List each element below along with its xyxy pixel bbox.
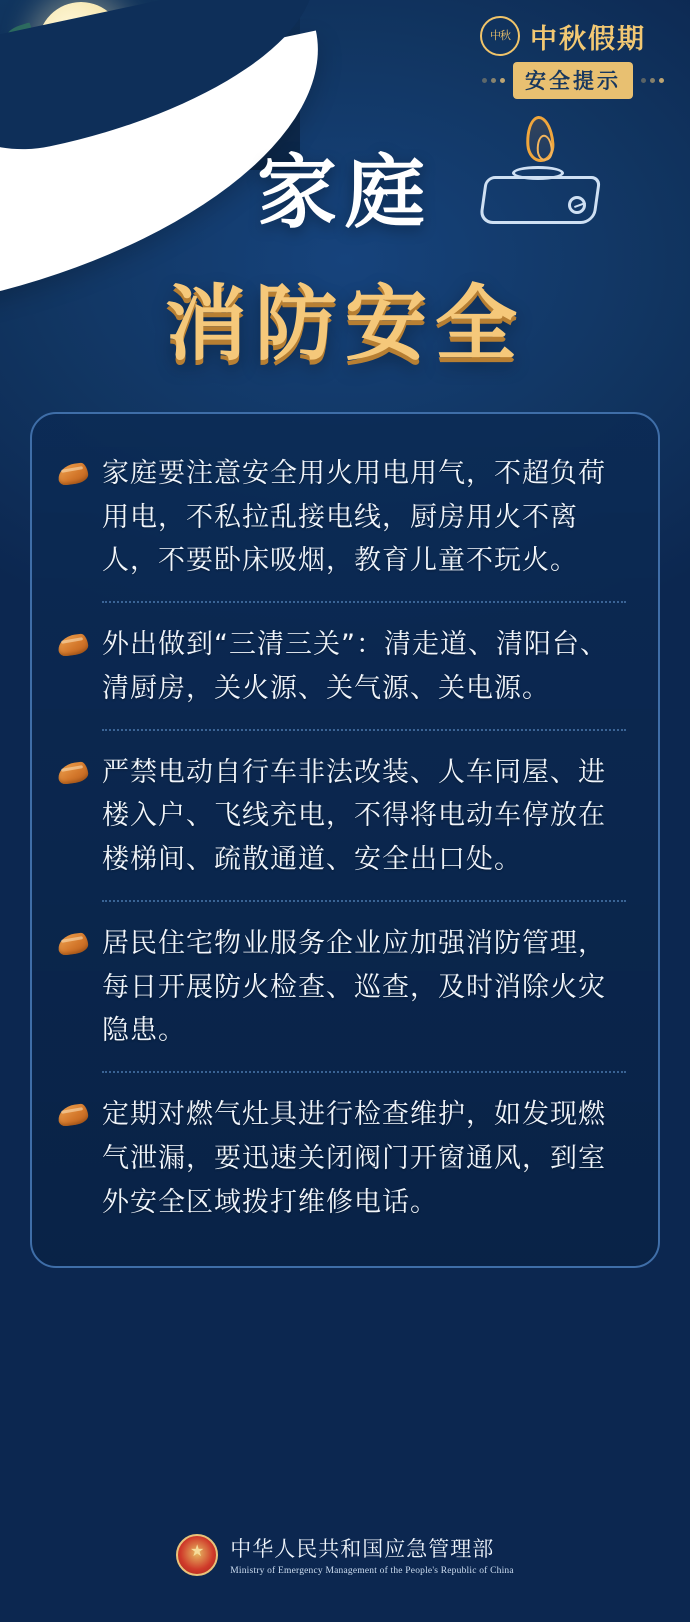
list-item-text: 定期对燃气灶具进行检查维护，如发现燃气泄漏，要迅速关闭阀门开窗通风，到室外安全区域拨打维修电话。 <box>102 1099 606 1218</box>
badge-title-row <box>480 16 646 56</box>
list-item <box>58 1089 632 1226</box>
dots-decoration-icon-left <box>482 78 505 83</box>
leaf-bullet-icon <box>58 462 90 488</box>
title-line-1: 家庭 <box>257 146 433 239</box>
page-title <box>0 128 690 376</box>
divider-4 <box>102 1071 626 1073</box>
list-item-text: 严禁电动自行车非法改装、人车同屋、进楼入户、飞线充电，不得将电动车停放在楼梯间、疏散通道、安全出口处。 <box>102 756 606 876</box>
organization-name-cn: 中华人民共和国应急管理部 <box>230 1537 495 1561</box>
list-item <box>58 747 632 884</box>
divider-2 <box>102 729 626 731</box>
list-item-text: 外出做到“三清三关”：清走道、清阳台、清厨房，关火源、关气源、关电源。 <box>102 629 608 704</box>
seal-stamp-icon: 中秋 <box>480 16 520 56</box>
leaf-bullet-icon <box>58 761 90 787</box>
leaf-bullet-icon <box>58 633 90 659</box>
national-emblem-icon <box>176 1534 218 1576</box>
list-item <box>58 619 632 712</box>
divider-1 <box>102 601 626 603</box>
footer <box>0 1533 690 1576</box>
list-item-text: 家庭要注意安全用火用电用气，不超负荷用电，不私拉乱接电线，厨房用火不离人，不要卧床吸烟，教育儿童不玩火。 <box>102 458 606 577</box>
badge-sub-row <box>482 62 664 99</box>
list-item <box>58 918 632 1055</box>
dots-decoration-icon-right <box>641 78 664 83</box>
organization-name-en: Ministry of Emergency Management of the People's Republic of China <box>230 1566 514 1576</box>
header-badge <box>480 16 664 99</box>
footer-text-block <box>230 1533 514 1576</box>
list-item <box>58 448 632 585</box>
badge-subtitle: 安全提示 <box>513 62 633 99</box>
leaf-bullet-icon <box>58 932 90 958</box>
leaf-bullet-icon <box>58 1103 90 1129</box>
list-item-text: 居民住宅物业服务企业应加强消防管理，每日开展防火检查、巡查，及时消除火灾隐患。 <box>102 927 606 1047</box>
tips-card <box>30 412 660 1268</box>
badge-title: 中秋假期 <box>530 23 646 54</box>
divider-3 <box>102 900 626 902</box>
title-line-2: 消防安全 <box>164 277 525 372</box>
